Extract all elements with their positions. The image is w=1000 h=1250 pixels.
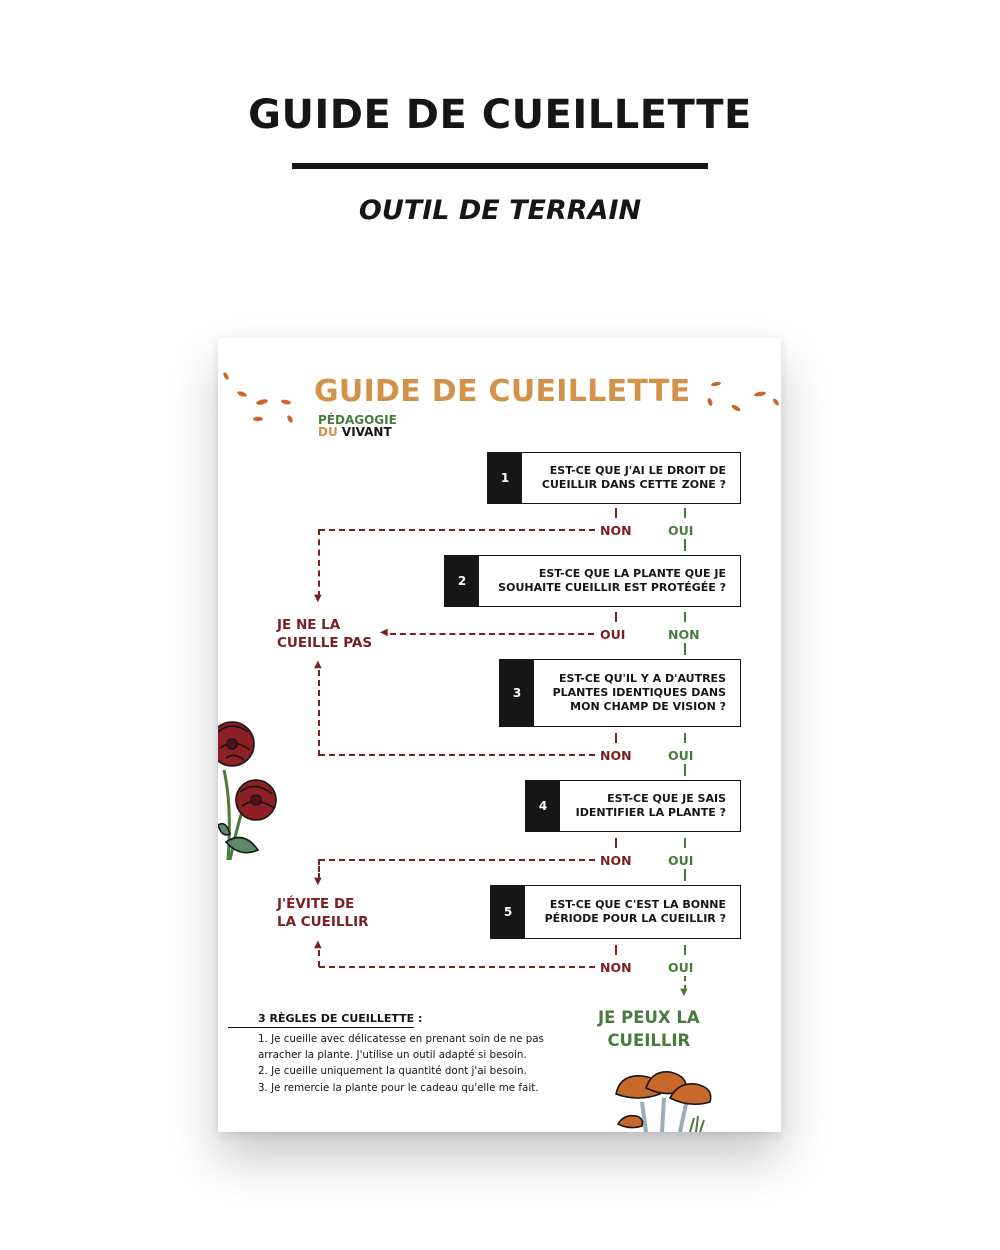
logo-du: DU: [318, 425, 338, 439]
outcome-line: LA CUEILLIR: [277, 914, 369, 930]
outcome-line: JE NE LA: [277, 617, 341, 633]
title-divider: [292, 163, 708, 169]
connector: [684, 643, 686, 655]
answer-right: NON: [668, 627, 700, 642]
connector: [318, 950, 320, 967]
connector: [615, 945, 617, 955]
outcome-line: CUEILLIR: [607, 1031, 691, 1050]
outcome-line: CUEILLE PAS: [277, 635, 373, 651]
arrow-up-icon: ▲: [314, 659, 322, 670]
connector: [319, 966, 595, 968]
outcome-can-pick: [598, 1006, 700, 1052]
answer-right: OUI: [668, 748, 694, 763]
connector: [615, 733, 617, 743]
question-number: 5: [491, 886, 525, 938]
connector: [318, 670, 320, 756]
sheet-title: GUIDE DE CUEILLETTE: [314, 374, 691, 409]
leaf-icon: [218, 364, 304, 430]
rules-title: 3 RÈGLES DE CUEILLETTE :: [258, 1012, 423, 1025]
arrow-up-icon: ▲: [314, 939, 322, 950]
answer-left: NON: [600, 853, 632, 868]
flower-icon: [218, 710, 280, 862]
outcome-line: JE PEUX LA: [598, 1008, 700, 1027]
arrow-left-icon: ◀: [380, 627, 388, 638]
connector: [615, 508, 617, 518]
connector: [684, 764, 686, 776]
logo-line-1: PÉDAGOGIE: [318, 413, 397, 427]
guide-sheet: [218, 338, 781, 1132]
question-5: [490, 885, 741, 939]
connector: [319, 754, 595, 756]
connector: [684, 869, 686, 881]
connector: [390, 633, 594, 635]
answer-left: NON: [600, 523, 632, 538]
page-title: GUIDE DE CUEILLETTE: [248, 92, 752, 138]
question-number: 4: [526, 781, 560, 831]
arrow-down-icon: ▼: [680, 987, 688, 998]
connector: [318, 529, 320, 597]
answer-right: OUI: [668, 523, 694, 538]
page-subtitle: OUTIL DE TERRAIN: [358, 195, 642, 226]
question-2: [444, 555, 741, 607]
rule-item: 3. Je remercie la plante pour le cadeau qu'elle me fait.: [258, 1081, 539, 1094]
question-3: [499, 659, 741, 727]
answer-left: NON: [600, 748, 632, 763]
answer-right: OUI: [668, 960, 694, 975]
outcome-no-picking: [277, 616, 372, 652]
question-text: EST-CE QUE LA PLANTE QUE JE SOUHAITE CUEILLIR EST PROTÉGÉE ?: [498, 567, 726, 594]
question-text: EST-CE QUE JE SAIS IDENTIFIER LA PLANTE ?: [575, 792, 726, 819]
question-text: EST-CE QUE C'EST LA BONNE PÉRIODE POUR LA CUEILLIR ?: [544, 898, 726, 925]
arrow-down-icon: ▼: [314, 876, 322, 887]
question-1: [487, 452, 741, 504]
answer-left: NON: [600, 960, 632, 975]
rule-item: 2. Je cueille uniquement la quantité dont j'ai besoin.: [258, 1065, 527, 1077]
question-text: EST-CE QU'IL Y A D'AUTRES PLANTES IDENTIQUES DANS MON CHAMP DE VISION ?: [552, 672, 726, 713]
connector: [615, 838, 617, 848]
connector: [319, 529, 595, 531]
arrow-down-icon: ▼: [314, 593, 322, 604]
connector: [684, 838, 686, 848]
logo-vivant: VIVANT: [341, 425, 392, 439]
connector: [684, 539, 686, 551]
question-number: 2: [445, 556, 479, 606]
outcome-line: J'ÉVITE DE: [277, 896, 355, 912]
question-number: 1: [488, 453, 522, 503]
outcome-avoid-picking: [277, 895, 369, 931]
leaf-icon: [702, 372, 781, 422]
connector: [615, 612, 617, 622]
logo-line-2: [318, 425, 392, 439]
connector: [684, 733, 686, 743]
answer-left: OUI: [600, 627, 626, 642]
connector: [684, 945, 686, 955]
question-number: 3: [500, 660, 534, 726]
rules-underline: [228, 1027, 414, 1028]
question-4: [525, 780, 741, 832]
connector: [684, 612, 686, 622]
connector: [684, 508, 686, 518]
mushroom-icon: [606, 1068, 718, 1132]
question-text: EST-CE QUE J'AI LE DROIT DE CUEILLIR DANS CETTE ZONE ?: [541, 464, 726, 491]
connector: [319, 859, 595, 861]
rule-item: 1. Je cueille avec délicatesse en prenant soin de ne pas arracher la plante. J'utilise un outil adapté si besoin.: [258, 1033, 544, 1061]
answer-right: OUI: [668, 853, 694, 868]
rules-list: [258, 1032, 583, 1097]
